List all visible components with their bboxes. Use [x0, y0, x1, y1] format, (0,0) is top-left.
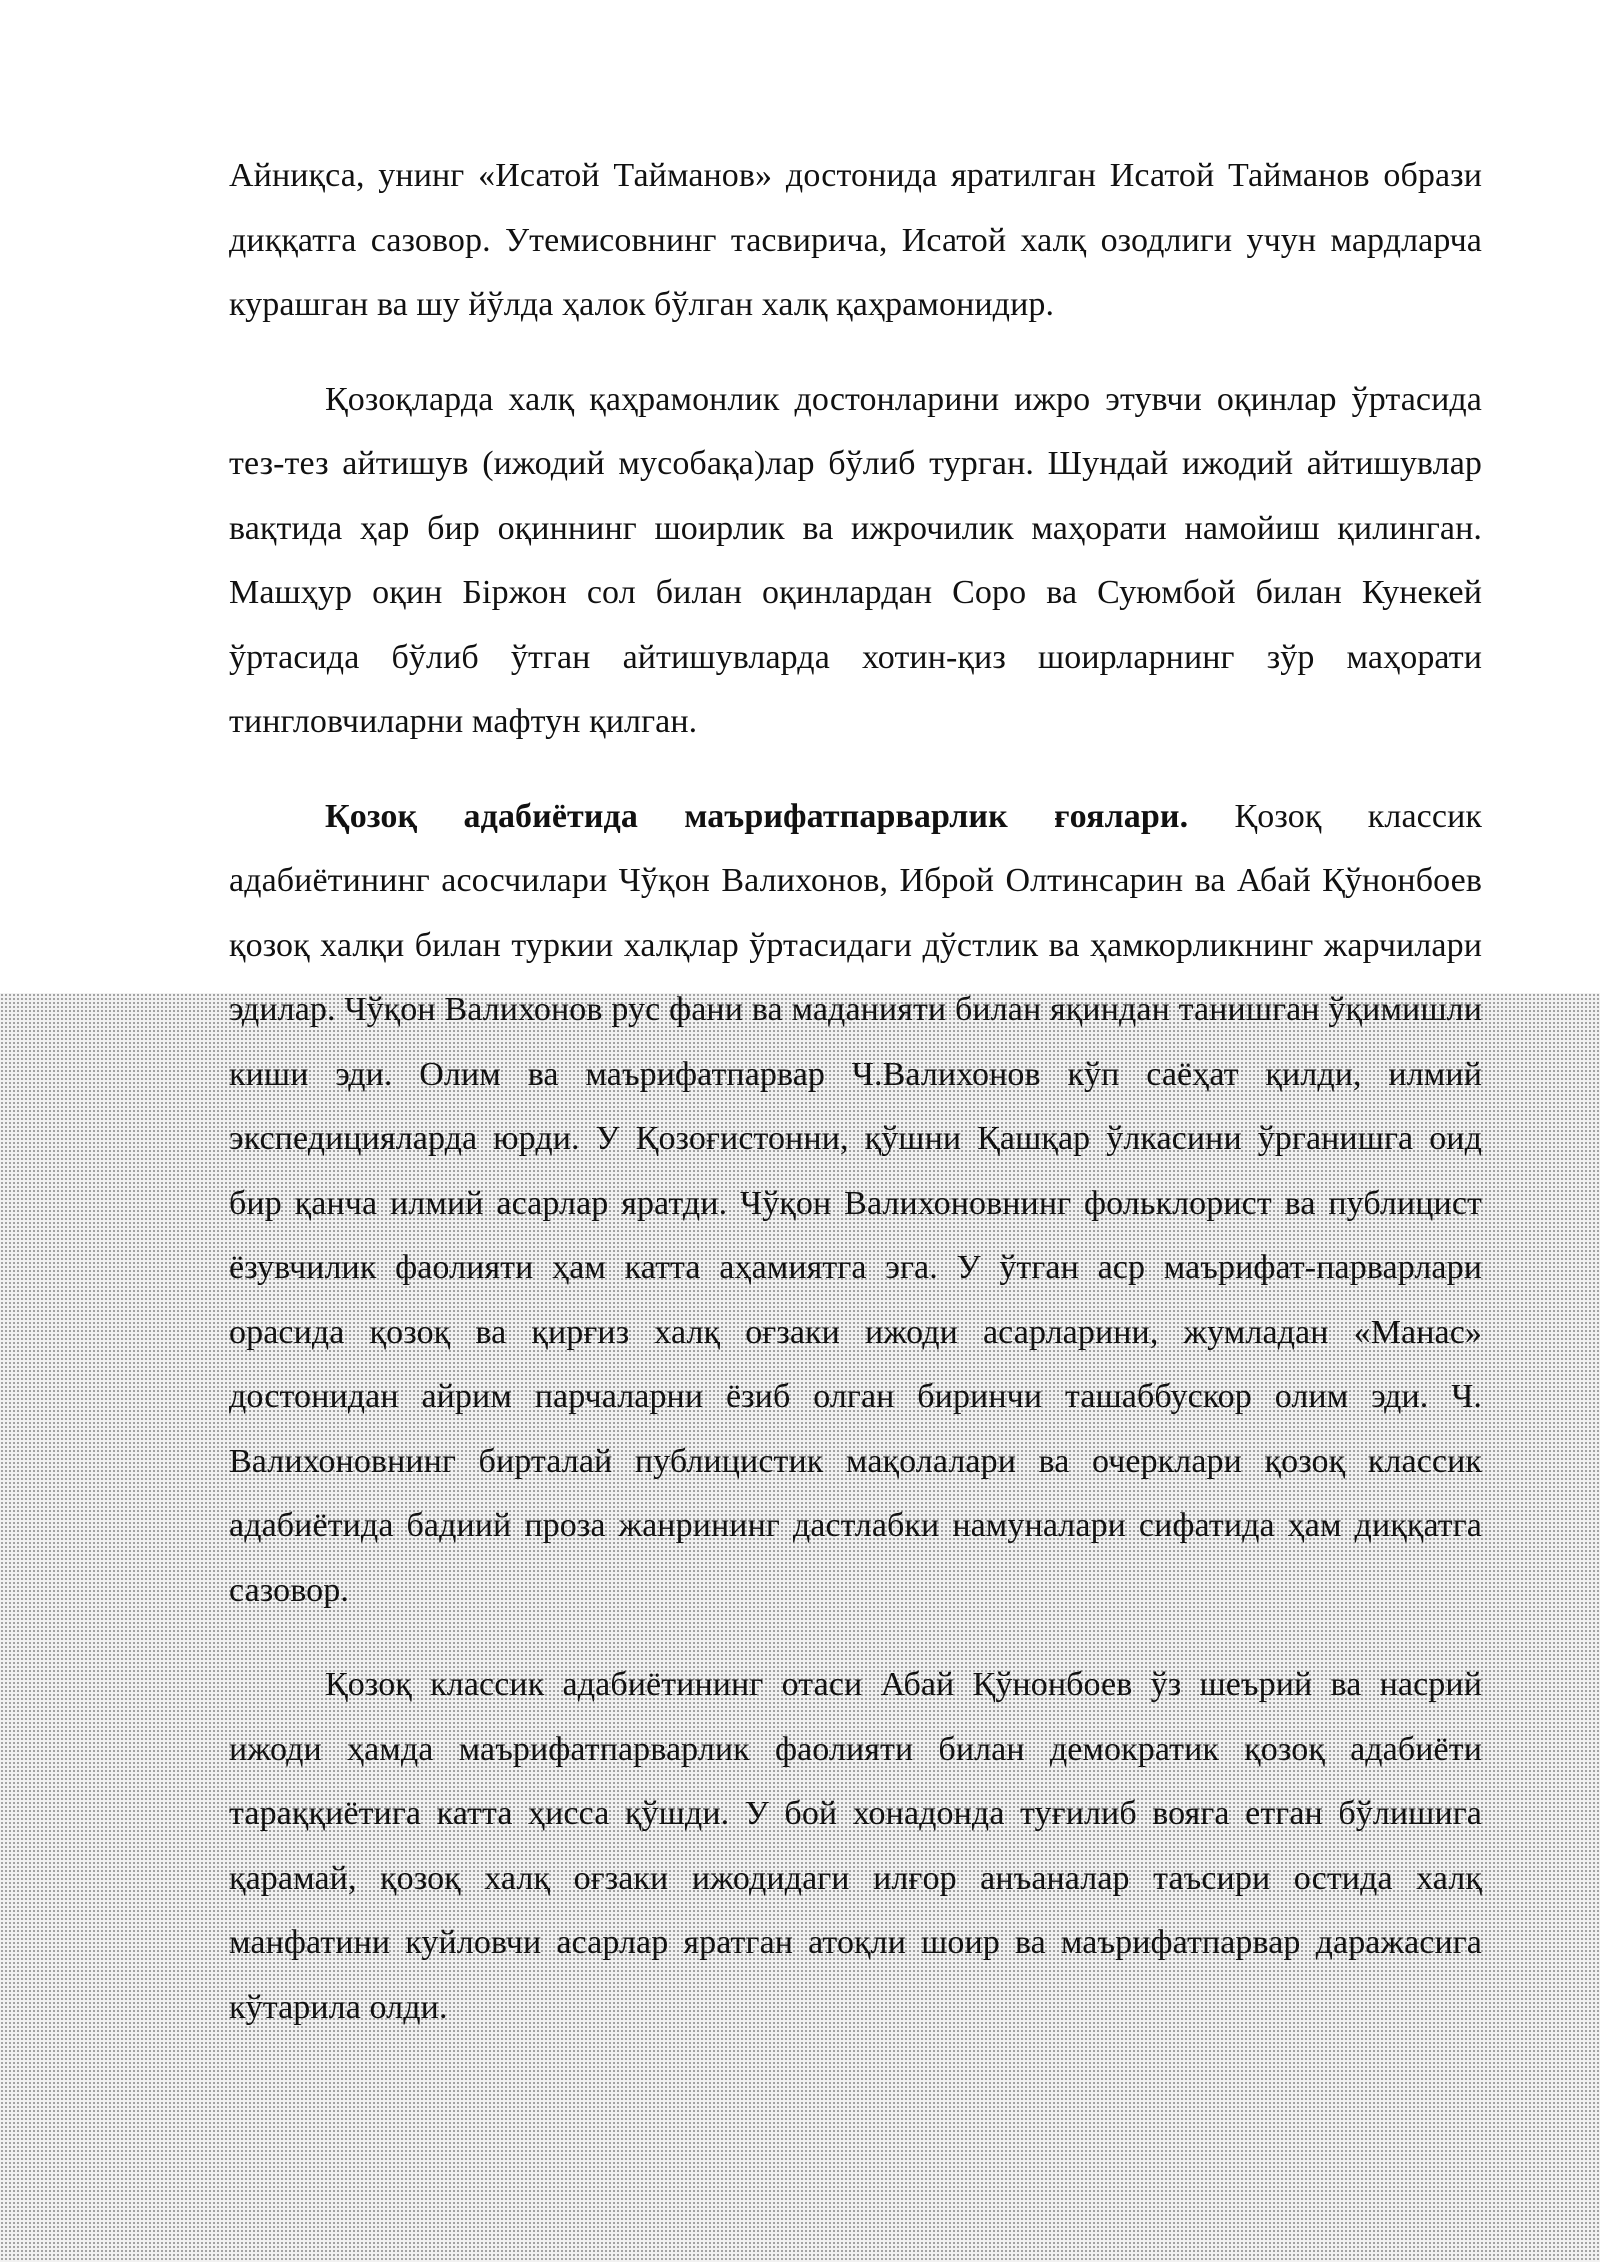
paragraph-3: [229, 785, 1482, 1624]
paragraph-2: [229, 368, 1482, 755]
paragraph-4-text: Қозоқ классик адабиётининг отаси Абай Қўнонбоев ўз шеърий ва насрий ижоди ҳамда маърифатпарварлик фаолияти билан демократик қозоқ адабиёти тараққиётига катта ҳисса қўшди. У бой хонадонда туғилиб вояга етган бўлишига қарамай, қозоқ халқ оғзаки ижодидаги илғор анъаналар таъсири остида халқ манфатини куйловчи асарлар яратган атоқли шоир ва маърифатпарвар даражасига кўтарила олди.: [229, 1666, 1482, 2026]
document-body: [229, 144, 1482, 2070]
section-heading: Қозоқ адабиётида маърифатпарварлик ғоялари.: [325, 797, 1189, 835]
paragraph-4: [229, 1653, 1482, 2040]
paragraph-3-text: Қозоқ классик адабиётининг асосчилари Чўқон Валихонов, Иброй Олтинсарин ва Абай Қўнонбоев қозоқ халқи билан туркии халқлар ўртасидаги дўстлик ва ҳамкорликнинг жарчилари эдилар. Чўқон Валихонов рус фани ва маданияти билан яқиндан танишган ўқимишли киши эди. Олим ва маърифатпарвар Ч.Валихонов кўп саёҳат қилди, илмий экспедицияларда юрди. У Қозоғистонни, қўшни Қашқар ўлкасини ўрганишга оид бир қанча илмий асарлар яратди. Чўқон Валихоновнинг фольклорист ва публицист ёзувчилик фаолияти ҳам катта аҳамиятга эга. У ўтган аср маърифат-парварлари орасида қозоқ ва қирғиз халқ оғзаки ижоди асарларини, жумладан «Манас» достонидан айрим парчаларни ёзиб олган биринчи ташаббускор олим эди. Ч. Валихоновнинг бирталай публицистик мақолалари ва очерклари қозоқ классик адабиётида бадиий проза жанрининг дастлабки намуналари сифатида ҳам диққатга сазовор.: [229, 797, 1482, 1609]
paragraph-2-text: Қозоқларда халқ қаҳрамонлик достонларини ижро этувчи оқинлар ўртасида тез-тез айтишув (ижодий мусобақа)лар бўлиб турган. Шундай ижодий айтишувлар вақтида ҳар бир оқиннинг шоирлик ва ижрочилик маҳорати намойиш қилинган. Машҳур оқин Бiржон сол билан оқинлардан Соро ва Суюмбой билан Кунекей ўртасида бўлиб ўтган айтишувларда хотин-қиз шоирларнинг зўр маҳорати тингловчиларни мафтун қилган.: [229, 380, 1482, 740]
paragraph-1-text: Айниқса, унинг «Исатой Тайманов» достонида яратилган Исатой Тайманов образи диққатга сазовор. Утемисовнинг тасвирича, Исатой халқ озодлиги учун мардларча курашган ва шу йўлда ҳалок бўлган халқ қаҳрамонидир.: [229, 157, 1482, 323]
paragraph-1: [229, 144, 1482, 338]
